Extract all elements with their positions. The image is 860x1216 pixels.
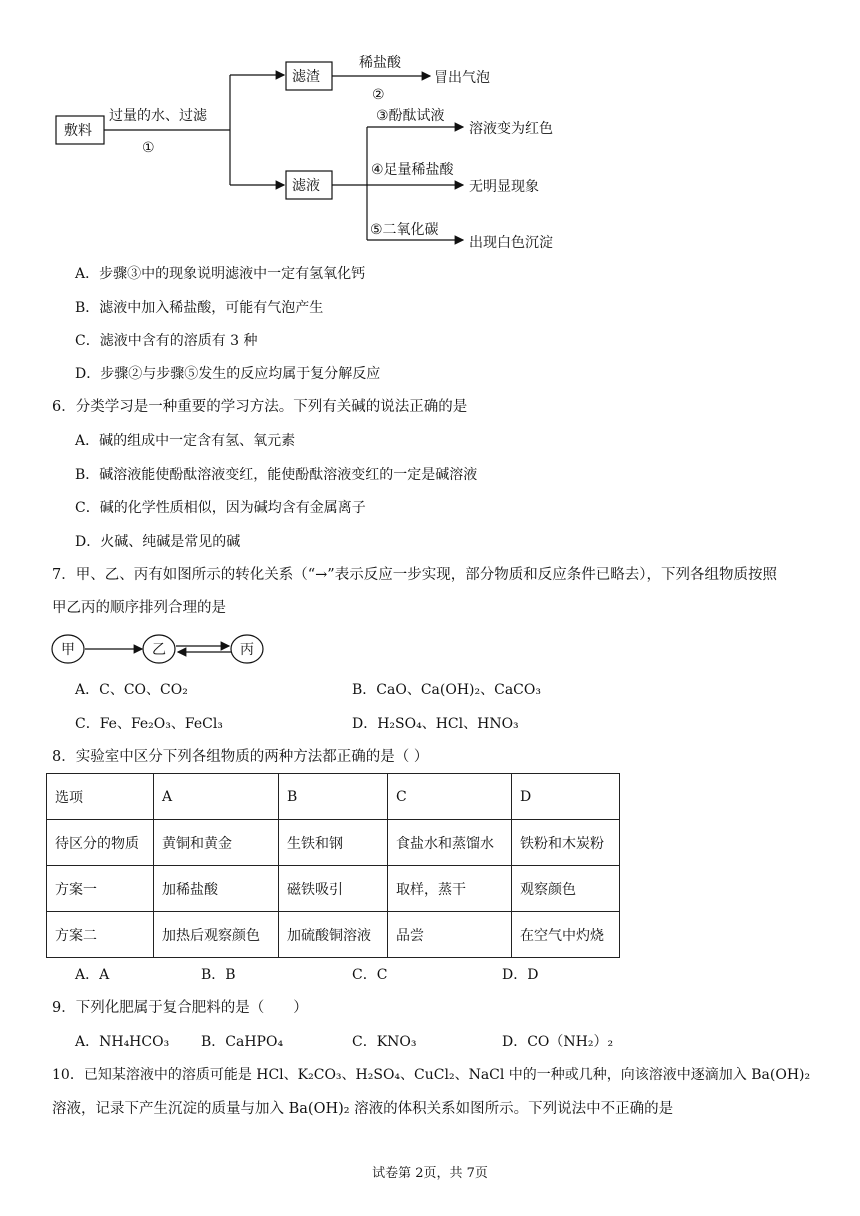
q10-stem-line1: 10．已知某溶液中的溶质可能是 HCl、K₂CO₃、H₂SO₄、CuCl₂、NaCl 中的一种或几种，向该溶液中逐滴加入 Ba(OH)₂ xyxy=(52,1067,811,1083)
q7-option-b: B．CaO、Ca(OH)₂、CaCO₃ xyxy=(352,682,541,698)
q6-option-b: B．碱溶液能使酚酞溶液变红，能使酚酞溶液变红的一定是碱溶液 xyxy=(75,467,478,483)
q7-stem-line2: 甲乙丙的顺序排列合理的是 xyxy=(52,600,226,616)
q6-option-d: D．火碱、纯碱是常见的碱 xyxy=(75,534,241,550)
q8-table xyxy=(46,773,620,958)
table-cell: 选项 xyxy=(47,774,154,820)
table-cell: B xyxy=(279,774,388,820)
flowchart-diagram xyxy=(0,0,860,260)
q7-relation-diagram xyxy=(46,630,326,670)
q5-option-d: D．步骤②与步骤⑤发生的反应均属于复分解反应 xyxy=(75,366,381,382)
table-row xyxy=(47,774,620,820)
step1-label: 过量的水、过滤 xyxy=(109,108,207,124)
q8-option-a: A．A xyxy=(75,967,110,983)
q9-option-d: D．CO（NH₂）₂ xyxy=(502,1034,614,1050)
q7-option-d: D．H₂SO₄、HCl、HNO₃ xyxy=(352,716,519,732)
branch5-result: 出现白色沉淀 xyxy=(469,235,553,251)
step1-num: ① xyxy=(142,140,155,156)
table-row xyxy=(47,866,620,912)
q8-stem: 8．实验室中区分下列各组物质的两种方法都正确的是（ ） xyxy=(52,749,429,765)
table-cell: 黄铜和黄金 xyxy=(154,820,279,866)
branch4-result: 无明显现象 xyxy=(469,179,539,195)
q9-stem: 9．下列化肥属于复合肥料的是（ ） xyxy=(52,1000,308,1016)
residue-num: ② xyxy=(372,87,385,103)
q8-option-c: C．C xyxy=(352,967,388,983)
table-cell: 观察颜色 xyxy=(512,866,620,912)
q5-option-a: A．步骤③中的现象说明滤液中一定有氢氧化钙 xyxy=(75,266,366,282)
residue-reagent: 稀盐酸 xyxy=(359,55,401,71)
q9-option-b: B．CaHPO₄ xyxy=(201,1034,284,1050)
table-cell: 取样，蒸干 xyxy=(388,866,512,912)
q7-option-c: C．Fe、Fe₂O₃、FeCl₃ xyxy=(75,716,223,732)
q8-option-b: B．B xyxy=(201,967,236,983)
q6-option-c: C．碱的化学性质相似，因为碱均含有金属离子 xyxy=(75,500,366,516)
table-cell: D xyxy=(512,774,620,820)
q7-option-a: A．C、CO、CO₂ xyxy=(75,682,188,698)
q5-option-b: B．滤液中加入稀盐酸，可能有气泡产生 xyxy=(75,300,324,316)
page-footer: 试卷第 2页，共 7页 xyxy=(372,1166,488,1181)
table-cell: 方案二 xyxy=(47,912,154,958)
table-row xyxy=(47,820,620,866)
table-cell: C xyxy=(388,774,512,820)
q6-stem: 6．分类学习是一种重要的学习方法。下列有关碱的说法正确的是 xyxy=(52,399,468,415)
q10-stem-line2: 溶液，记录下产生沉淀的质量与加入 Ba(OH)₂ 溶液的体积关系如图所示。下列说法中不正确的是 xyxy=(52,1101,674,1117)
q8-option-d: D．D xyxy=(502,967,539,983)
branch3-reagent: ③酚酞试液 xyxy=(376,108,445,124)
table-cell: 生铁和钢 xyxy=(279,820,388,866)
table-row xyxy=(47,912,620,958)
table-cell: 食盐水和蒸馏水 xyxy=(388,820,512,866)
q7-node-jia: 甲 xyxy=(61,642,75,658)
residue-label: 滤渣 xyxy=(292,69,320,85)
table-cell: 待区分的物质 xyxy=(47,820,154,866)
branch4-reagent: ④足量稀盐酸 xyxy=(371,162,454,178)
table-cell: 方案一 xyxy=(47,866,154,912)
table-cell: 磁铁吸引 xyxy=(279,866,388,912)
table-cell: 加热后观察颜色 xyxy=(154,912,279,958)
table-cell: 加硫酸铜溶液 xyxy=(279,912,388,958)
q6-option-a: A．碱的组成中一定含有氢、氧元素 xyxy=(75,433,296,449)
q9-option-c: C．KNO₃ xyxy=(352,1034,417,1050)
residue-result: 冒出气泡 xyxy=(434,70,490,86)
q7-node-bing: 丙 xyxy=(240,642,254,658)
table-cell: 品尝 xyxy=(388,912,512,958)
filtrate-label: 滤液 xyxy=(292,178,320,194)
start-label: 敷料 xyxy=(64,123,92,139)
table-cell: A xyxy=(154,774,279,820)
branch5-reagent: ⑤二氧化碳 xyxy=(370,222,439,238)
q7-stem-line1: 7．甲、乙、丙有如图所示的转化关系（“→”表示反应一步实现，部分物质和反应条件已略去），下列各组物质按照 xyxy=(52,567,777,583)
branch3-result: 溶液变为红色 xyxy=(469,121,553,137)
table-cell: 加稀盐酸 xyxy=(154,866,279,912)
q5-option-c: C．滤液中含有的溶质有 3 种 xyxy=(75,333,258,349)
table-cell: 铁粉和木炭粉 xyxy=(512,820,620,866)
q9-option-a: A．NH₄HCO₃ xyxy=(75,1034,170,1050)
q7-node-yi: 乙 xyxy=(152,642,166,658)
table-cell: 在空气中灼烧 xyxy=(512,912,620,958)
